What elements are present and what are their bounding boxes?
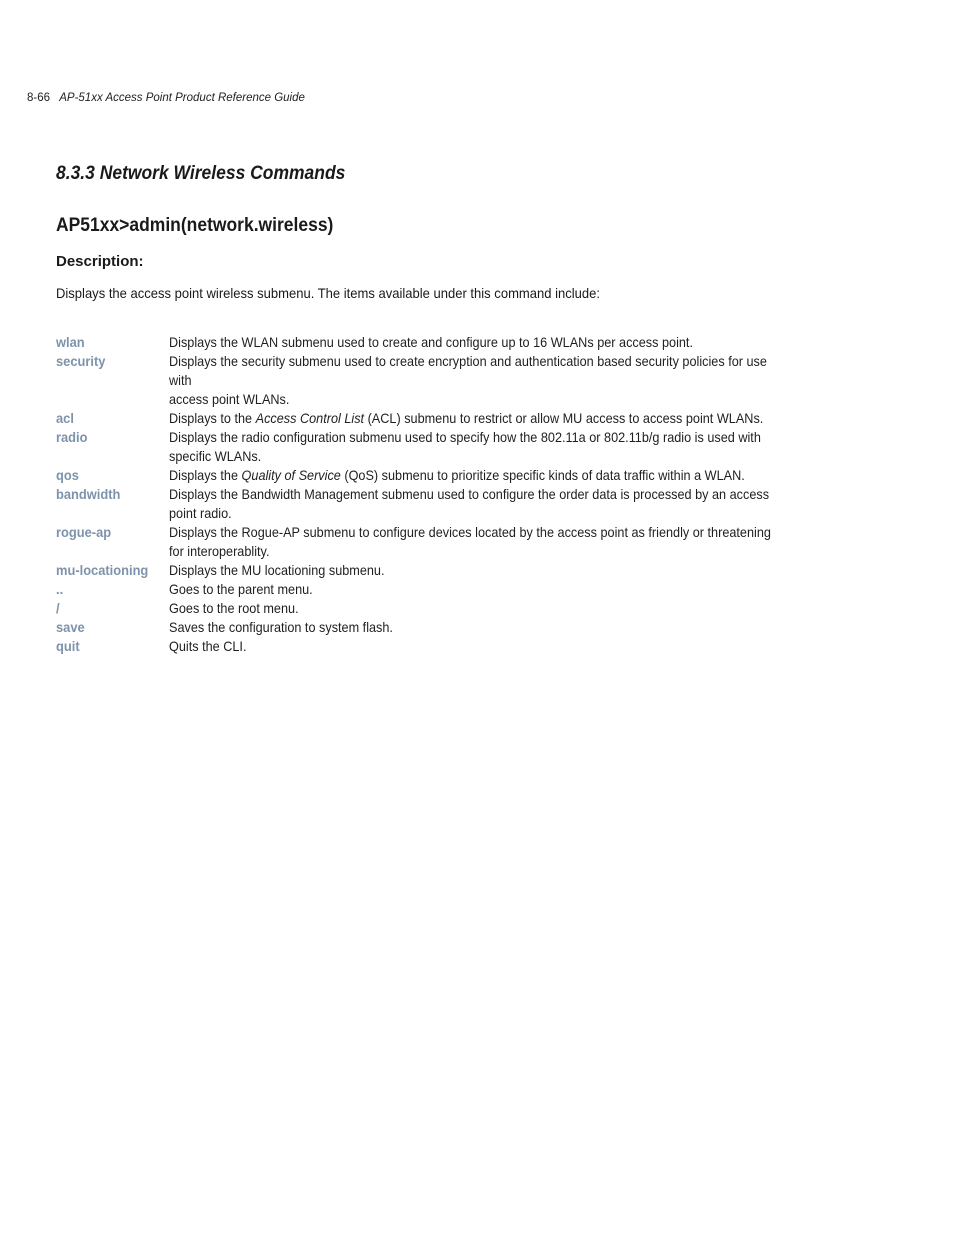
command-description [169,485,836,523]
description-text-segment: Displays the WLAN submenu used to create and configure up to 16 WLANs per access point. [169,334,693,350]
command-name: wlan [56,334,85,350]
command-name: .. [56,581,64,597]
description-text-segment: Goes to the root menu. [169,600,299,616]
description-text-segment: (QoS) submenu to prioritize specific kinds of data traffic within a WLAN. [340,467,745,483]
description-line [169,371,773,390]
description-line [169,333,773,352]
command-description [169,333,836,352]
command-row [56,599,836,618]
description-text-segment: Displays the radio configuration submenu used to specify how the 802.11a or 802.11b/g radio is used with [169,429,761,445]
description-text-segment: with [169,372,192,388]
description-line [169,561,773,580]
guide-title: AP-51xx Access Point Product Reference Guide [59,92,305,104]
command-row [56,618,836,637]
command-description [169,428,836,466]
description-line [169,523,773,542]
command-row [56,333,836,352]
description-line [169,352,773,371]
command-name: rogue-ap [56,524,112,540]
command-row [56,523,836,561]
command-row [56,580,836,599]
command-row [56,637,836,656]
description-text-segment: point radio. [169,505,232,521]
page-number: 8-66 [27,92,51,104]
command-row [56,352,836,409]
command-row [56,561,836,580]
command-name: mu-locationing [56,562,149,578]
command-description [169,618,836,637]
emphasized-term: Access Control List [255,410,365,426]
description-text-segment: for interoperablity. [169,543,270,559]
description-line [169,637,773,656]
command-description [169,637,836,656]
command-name: / [56,600,60,616]
description-line [169,618,773,637]
running-header [27,92,305,104]
emphasized-term: Quality of Service [241,467,341,483]
command-row [56,409,836,428]
command-row [56,485,836,523]
command-name: security [56,353,106,369]
description-line [169,390,773,409]
description-line [169,428,773,447]
description-text-segment: Displays the Rogue-AP submenu to configure devices located by the access point as friendly or threatening [169,524,771,540]
description-label: Description: [56,253,144,270]
description-text-segment: Displays the MU locationing submenu. [169,562,385,578]
description-text-segment: Quits the CLI. [169,638,247,654]
description-text-segment: Displays the [169,467,242,483]
description-line [169,485,773,504]
command-description [169,580,836,599]
description-line [169,409,773,428]
command-row [56,428,836,466]
description-text-segment: Displays the Bandwidth Management submenu used to configure the order data is processed by an access [169,486,770,502]
command-description [169,599,836,618]
description-line [169,504,773,523]
description-line [169,580,773,599]
command-name: acl [56,410,74,426]
description-text-segment: Displays to the [169,410,256,426]
description-line [169,466,773,485]
section-title: 8.3.3 Network Wireless Commands [56,163,346,184]
description-line [169,447,773,466]
command-description [169,352,836,409]
command-description [169,523,836,561]
command-name: bandwidth [56,486,121,502]
description-text-segment: access point WLANs. [169,391,290,407]
command-description [169,561,836,580]
description-line [169,542,773,561]
command-name: qos [56,467,79,483]
description-text-segment: specific WLANs. [169,448,262,464]
description-line [169,599,773,618]
command-description [169,409,836,428]
command-heading: AP51xx>admin(network.wireless) [56,215,334,236]
command-list [56,333,836,656]
command-row [56,466,836,485]
command-name: radio [56,429,88,445]
command-name: quit [56,638,80,654]
description-text-segment: (ACL) submenu to restrict or allow MU access to access point WLANs. [364,410,764,426]
command-description [169,466,836,485]
description-text: Displays the access point wireless submenu. The items available under this command include: [56,285,600,301]
description-text-segment: Displays the security submenu used to create encryption and authentication based security policies for use [169,353,767,369]
command-name: save [56,619,85,635]
description-text-segment: Goes to the parent menu. [169,581,313,597]
description-text-segment: Saves the configuration to system flash. [169,619,393,635]
